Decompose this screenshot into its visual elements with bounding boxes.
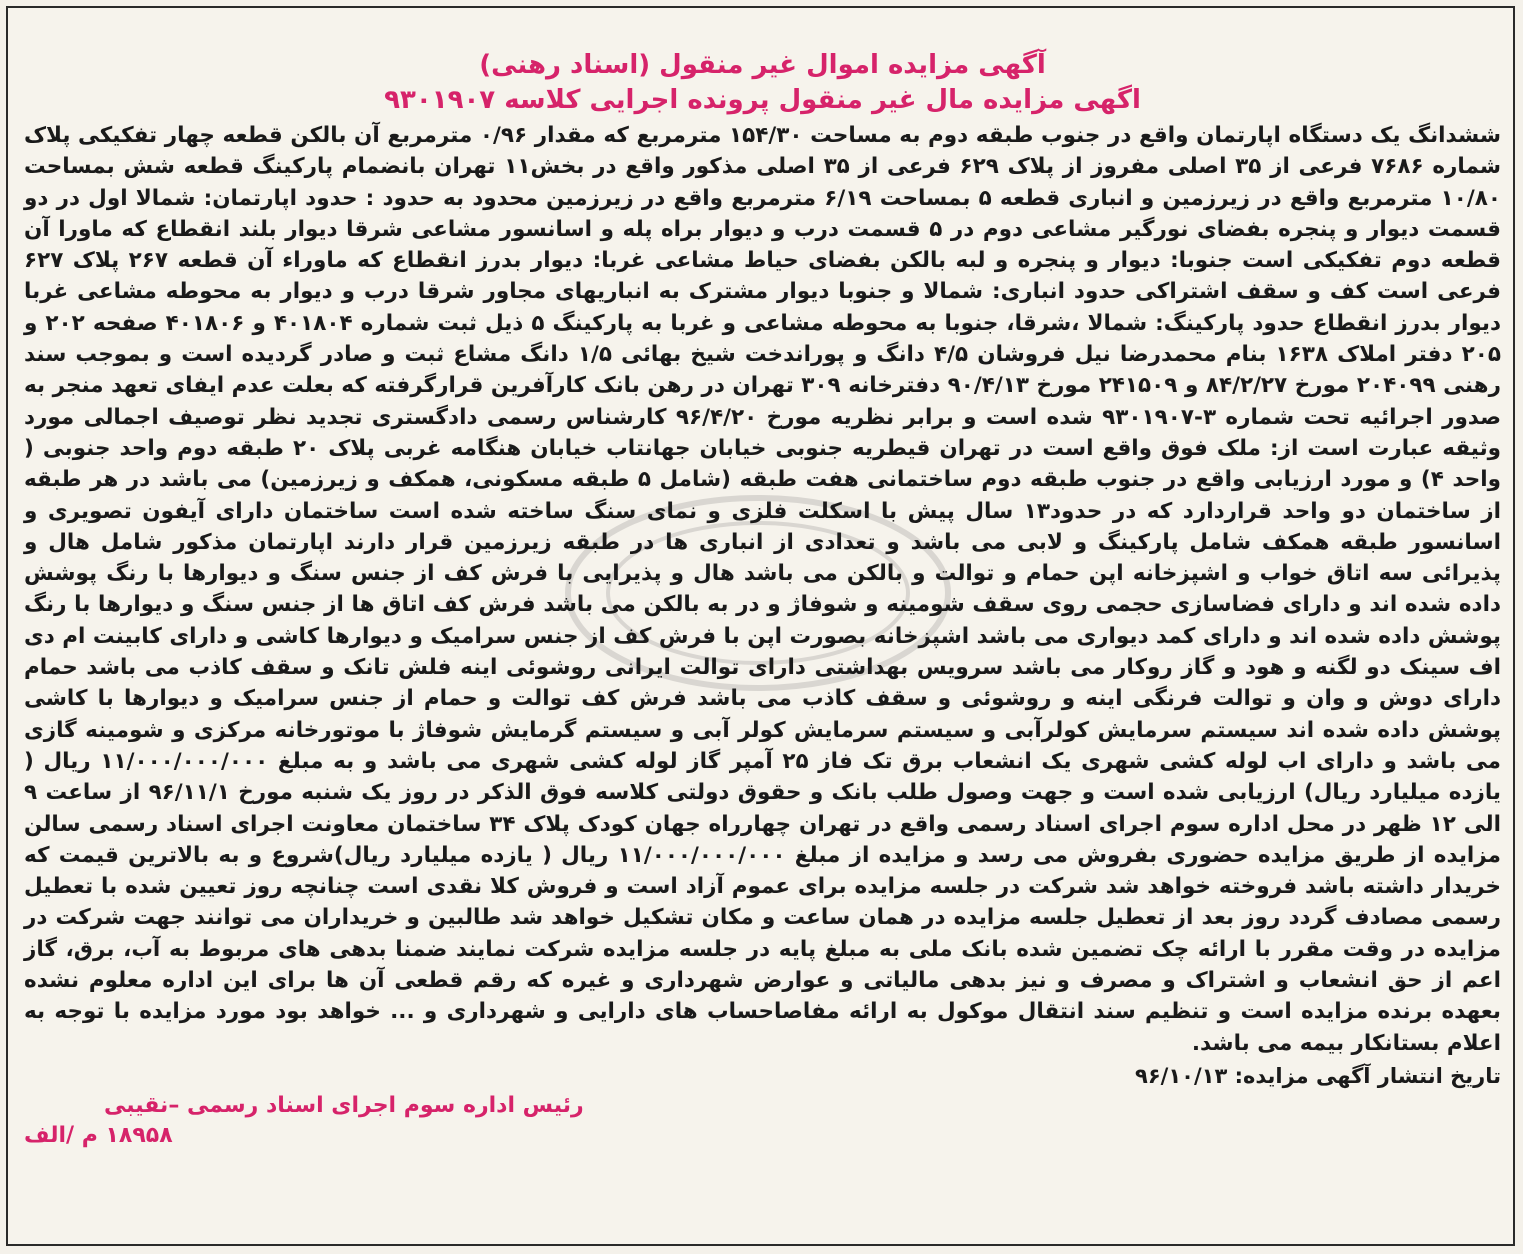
publish-date: تاریخ انتشار آگهی مزایده: ۹۶/۱۰/۱۳ (1135, 1063, 1501, 1088)
notice-body: ششدانگ یک دستگاه اپارتمان واقع در جنوب طبقه دوم به مساحت ۱۵۴/۳۰ مترمربع که مقدار ۰/۹۶ مترمربع آن بالکن قطعه چهار تفکیکی پلاک شماره ۷۶۸۶ فرعی از ۳۵ اصلی مفروز از پلاک ۶۲۹ فرعی از ۳۵ اصلی مذکور واقع در بخش۱۱ تهران بانضمام پارکینگ قطعه شش بمساحت ۱۰/۸۰ مترمربع واقع در زیرزمین و انباری قطعه ۵ بمساحت ۶/۱۹ مترمربع واقع در زیرزمین محدود به حدود : حدود اپارتمان: شمالا اول در دو قسمت دیوار و پنجره بفضای نورگیر مشاعی دوم در ۵ قسمت درب و دیوار براه پله و اسانسور مشاعی شرقا دیوار بلند انقطاع که ماورا آن قطعه دوم تفکیکی است جنوبا: دیوار و پنجره و لبه بالکن بفضای حیاط مشاعی غربا: دیوار بدرز انقطاع که ماوراء آن قطعه ۲۶۷ پلاک ۶۲۷ فرعی است کف و سقف اشتراکی حدود انباری: شمالا و جنوبا دیوار مشترک به انباریهای مجاور شرقا درب و دیوار به محوطه مشاعی غربا دیوار بدرز انقطاع حدود پارکینگ: شمالا ،شرقا، جنوبا به محوطه مشاعی و غربا به پارکینگ ۵ ذیل ثبت شماره ۴۰۱۸۰۴ و ۴۰۱۸۰۶ صفحه ۲۰۲ و ۲۰۵ دفتر املاک ۱۶۳۸ بنام محمدرضا نیل فروشان ۴/۵ دانگ و پوراندخت شیخ بهائی ۱/۵ دانگ مشاع ثبت و صادر گردیده است و بموجب سند رهنی ۲۰۴۰۹۹ مورخ ۸۴/۲/۲۷ و ۲۴۱۵۰۹ مورخ ۹۰/۴/۱۳ دفترخانه ۳۰۹ تهران در رهن بانک کارآفرین قرارگرفته که بعلت عدم ایفای تعهد منجر به صدور اجرائیه تحت شماره ۳-۹۳۰۱۹۰۷ شده است و برابر نظریه مورخ ۹۶/۴/۲۰ کارشناس رسمی دادگستری تجدید نظر توصیف اجمالی مورد وثیقه عبارت است از: ملک فوق واقع است در تهران قیطریه جنوبی خیابان جهانتاب خیابان هنگامه غربی پلاک ۲۰ طبقه دوم واحد جنوبی ( واحد ۴) و مورد ارزیابی واقع در جنوب طبقه دوم ساختمانی هفت طبقه (شامل ۵ طبقه مسکونی، همکف و زیرزمین) می باشد در هر طبقه از ساختمان دو واحد قراردارد که در حدود۱۳ سال پیش با اسکلت فلزی و نمای سنگ ساخته شده است ساختمان دارای آیفون تصویری و اسانسور طبقه همکف شامل پارکینگ و لابی می باشد و تعدادی از انباری ها در طبقه زیرزمین قرار دارند اپارتمان مذکور شامل هال و پذیرائی سه اتاق خواب و اشپزخانه اپن حمام و توالت و بالکن می باشد هال و پذیرایی با فرش کف از جنس سنگ و دیوارها با رنگ پوشش داده شده اند و دارای فضاسازی حجمی روی سقف شومینه و شوفاژ و در به بالکن می باشد فرش کف اتاق ها از جنس سنگ و دیوارها با رنگ پوشش داده شده اند و دارای کمد دیواری می باشد اشپزخانه بصورت اپن با فرش کف از جنس سرامیک و دیوارها کاشی و دارای کابینت ام دی اف سینک دو لگنه و هود و گاز روکار می باشد سرویس بهداشتی دارای توالت ایرانی روشوئی اینه فلش تانک و سقف کاذب می باشد حمام دارای دوش و وان و توالت فرنگی اینه و روشوئی و سقف کاذب می باشد فرش کف توالت و حمام از جنس سرامیک و دیوارها با کاشی پوشش داده شده اند سیستم سرمایش کولرآبی و سیستم سرمایش کولر آبی و سیستم گرمایش شوفاژ با موتورخانه مرکزی و شومینه گازی می باشد و دارای اب لوله کشی شهری یک انشعاب برق تک فاز ۲۵ آمپر گاز لوله کشی شهری می باشد و به مبلغ ۱۱/۰۰۰/۰۰۰/۰۰۰ ریال ( یازده میلیارد ریال) ارزیابی شده است و جهت وصول طلب بانک و حقوق دولتی کلاسه فوق الذکر در روز یک شنبه مورخ ۹۶/۱۱/۱ از ساعت ۹ الی ۱۲ ظهر در محل اداره سوم اجرای اسناد رسمی واقع در تهران چهارراه جهان کودک پلاک ۳۴ ساختمان معاونت اجرای اسناد رسمی سالن مزایده از طریق مزایده حضوری بفروش می رسد و مزایده از مبلغ ۱۱/۰۰۰/۰۰۰/۰۰۰ ریال ( یازده میلیارد ریال)شروع و به بالاترین قیمت که خریدار داشته باشد فروخته خواهد شد شرکت در جلسه مزایده برای عموم آزاد است و فروش کلا نقدی است چنانچه روز تعیین شده با تعطیل رسمی مصادف گردد روز بعد از تعطیل جلسه مزایده در همان ساعت و مکان تشکیل خواهد شد طالبین و خریداران می توانند جهت شرکت در مزایده در وقت مقرر با ارائه چک تضمین شده بانک ملی به مبلغ پایه در جلسه مزایده شرکت نمایند ضمنا بدهی های مربوط به آب، برق، گاز اعم از حق انشعاب و اشتراک و مصرف و نیز بدهی مالیاتی و عوارض شهرداری و غیره که رقم قطعی آن ها برای این اداره معلوم نشده بعهده برنده مزایده است و تنظیم سند انتقال موکول به ارائه مفاصاحساب های دارایی و شهرداری و ... خواهد بود مورد مزایده با توجه به اعلام بستانکار بیمه می باشد. (24, 123, 1502, 1056)
signature: رئیس اداره سوم اجرای اسناد رسمی –نقیبی (104, 1092, 584, 1118)
signature-block (24, 1091, 1501, 1151)
notice-title: آگهی مزایده اموال غیر منقول (اسناد رهنی) (479, 50, 1046, 80)
notice-frame (6, 6, 1515, 1246)
notice-content (24, 48, 1501, 1151)
notice-subtitle: اگهی مزایده مال غیر منقول پرونده اجرایی کلاسه ۹۳۰۱۹۰۷ (384, 85, 1141, 115)
notice-code: ۱۸۹۵۸ م /الف (24, 1122, 173, 1148)
